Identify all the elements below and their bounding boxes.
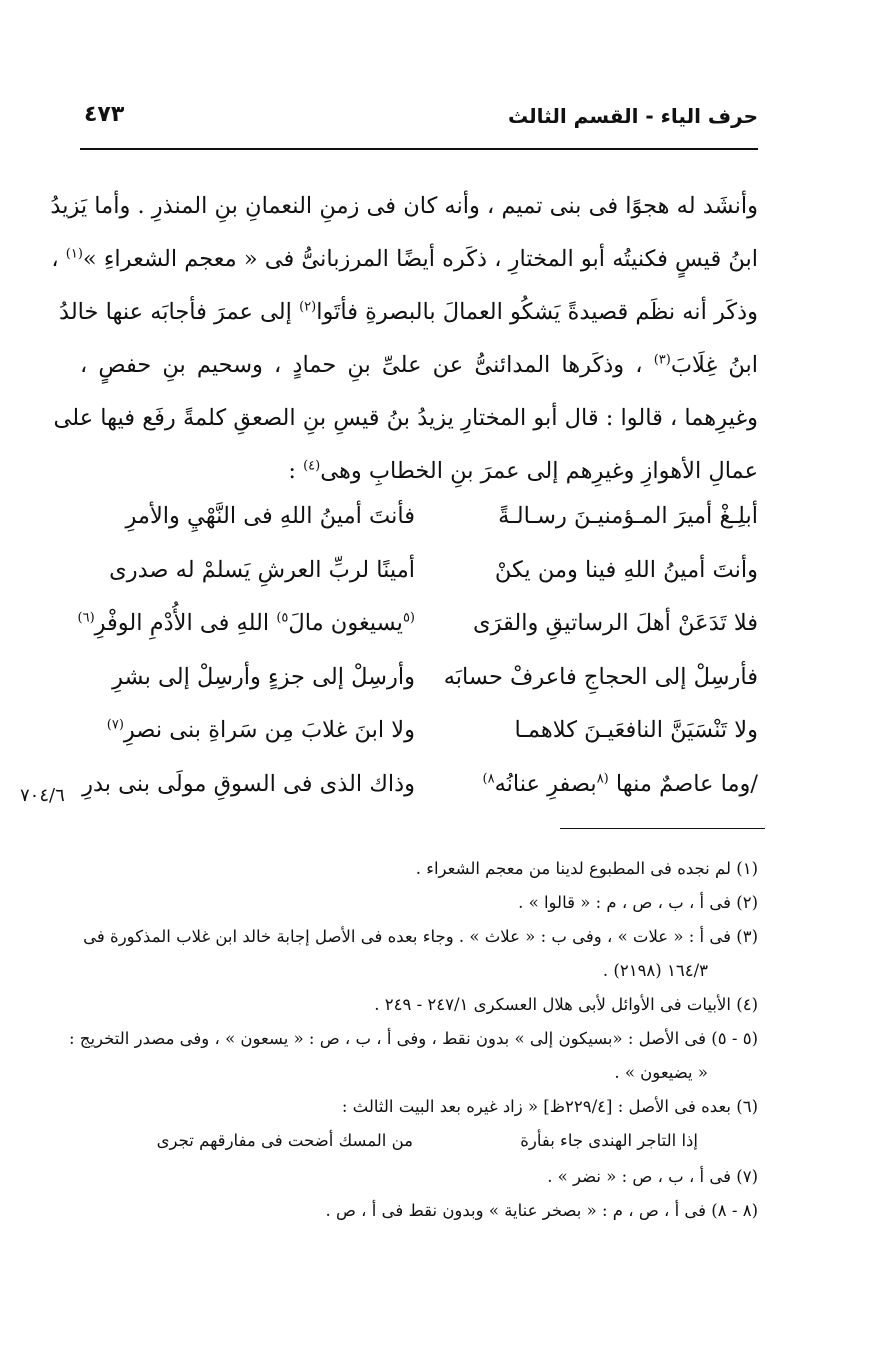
poem [77,503,758,824]
verse-second-hemistich: ولا ابنَ غلابَ مِن سَراةِ بنى نصرِ$^{(٧)}$ [106,717,415,743]
footnote-rule [560,828,765,829]
verse-first-hemistich: /وما عاصمٌ منها $^{(٨}$بصفرِ عنانُه$^{٨)}$ [482,770,758,797]
footnote-mark: (٥ [402,610,415,626]
footnote: (٥ - ٥) فى الأصل : «بسيكون إلى » بدون نقط ، وفى أ ، ب ، ص : « يسعون » ، وفى مصدر التخريج : [69,1029,758,1048]
footnote: (٢) فى أ ، ب ، ص ، م : « قالوا » . [518,893,758,912]
verse-second-hemistich: وأرسِلْ إلى جزءٍ وأرسِلْ إلى بشرِ [112,663,415,690]
verse-first-hemistich: ولا تَنْسَيَنَّ النافعَيـنَ كلاهمـا [514,717,758,743]
prose-line: عمالِ الأهوازِ وغيرِهم إلى عمرَ بنِ الخطابِ وهى$^{(٤)}$ : [288,458,758,484]
footnote-mark: (٧) [106,717,124,733]
verse-first-hemistich: أبلِـغْ أميرَ المـؤمنيـنَ رسـالـةً [498,503,758,529]
prose-line: ابنُ قيسٍ فكنيتُه أبو المختارِ ، ذكَره أيضًا المرزبانىُّ فى « معجم الشعراءِ »$^{(١)}$ ، [51,246,758,272]
verse-first-hemistich: فأرسِلْ إلى الحجاجِ فاعرفْ حسابَه [443,663,758,690]
prose-line: وأنشَد له هجوًا فى بنى تميم ، وأنه كان فى زمنِ النعمانِ بنِ المنذرِ . وأما يَزيدُ [50,193,758,219]
footnote-mark: (٢) [299,299,317,315]
verse [80,557,758,611]
prose-line: ابنُ غِلَابَ$^{(٣)}$ ، وذكَرها المدائنىُّ عن علىِّ بنِ حمادٍ ، وسحيم بنِ حفصٍ ، [80,352,758,378]
prose-line: وغيرِهما ، قالوا : قال أبو المختارِ يزيدُ بنُ قيسِ بنِ الصعقِ كلمةً رفَع فيها على [53,405,758,431]
verse-first-hemistich: فلا تَدَعَنْ أهلَ الرساتيقِ والقرَى [473,610,758,636]
footnote-verse-first-hemistich: إذا التاجر الهندى جاء بفأرة [520,1131,698,1150]
footnote: (٧) فى أ ، ب ، ص : « نضر » . [547,1167,758,1186]
footnote-mark: ٨) [482,771,495,786]
footnote: (٣) فى أ : « علات » ، وفى ب : « علاث » . وجاء بعده فى الأصل إجابة خالد ابن غلاب المذكورة فى [83,927,758,946]
prose-body [50,180,758,498]
verse-second-hemistich: $^{(٥}$يسيغون مالَ$^{٥)}$ اللهِ فى الأُدْمِ الوفْرِ$^{(٦)}$ [77,610,415,636]
page-header [80,100,758,140]
footnote: (٦) بعده فى الأصل : [٢٢٩/٤ظ] « زاد غيره بعد البيت الثالث : [341,1097,758,1116]
footnote-mark: (٦) [77,610,95,626]
footnote-verse-second-hemistich: من المسك أضحت فى مفارقهم تجرى [156,1131,413,1150]
footnote: (١) لم نجده فى المطبوع لدينا من معجم الشعراء . [415,859,758,878]
footnotes [69,852,758,1228]
footnote-mark: (١) [65,246,83,262]
footnote-continuation: ١٦٤/٣ (٢١٩٨) . [602,961,708,980]
verse-second-hemistich: وذاك الذى فى السوقِ مولَى بنى بدرِ [82,770,415,797]
prose-line: وذكَر أنه نظَم قصيدةً يَشكُو العمالَ بالبصرةِ فأتَوا$^{(٢)}$ إلى عمرَ فأجابَه عنها خالدُ [59,299,758,325]
verse [80,771,758,825]
footnote-mark: (٨ [596,771,609,786]
footnote-verse [80,1124,758,1160]
verse-second-hemistich: أمينًا لربِّ العرشِ يَسلمْ له صدرى [109,556,415,583]
footnote-mark: ٥) [276,610,289,626]
verse-second-hemistich: فأنتَ أمينُ اللهِ فى النَّهْيِ والأمرِ [125,503,415,529]
verse [77,610,758,664]
verse [80,503,758,557]
verse-first-hemistich: وأنتَ أمينُ اللهِ فينا ومن يكنْ [494,556,758,583]
running-title: حرف الياء - القسم الثالث [507,104,758,128]
verse [80,664,758,718]
footnote: (٨ - ٨) فى أ ، ص ، م : « بصخر عناية » وبدون نقط فى أ ، ص . [325,1201,758,1220]
footnote-continuation: « يضيعون » . [614,1063,708,1082]
manuscript-folio-reference: ٧٠٤/٦ [20,785,65,806]
header-rule [80,148,758,150]
footnote-mark: (٤) [303,458,321,474]
page-number: ٤٧٣ [84,102,125,127]
footnote-mark: (٣) [653,352,671,368]
footnote: (٤) الأبيات فى الأوائل لأبى هلال العسكرى ٢٤٧/١ - ٢٤٩ . [374,995,758,1014]
verse [80,717,758,771]
